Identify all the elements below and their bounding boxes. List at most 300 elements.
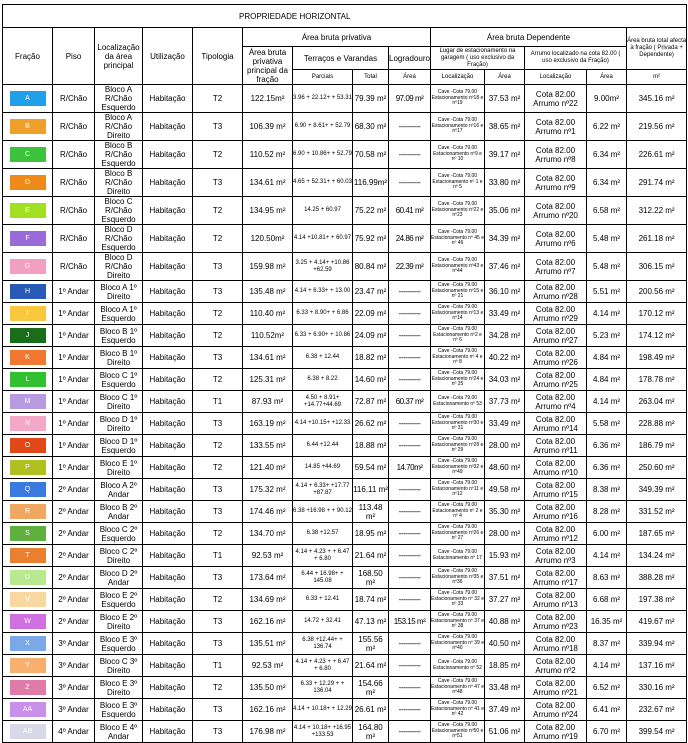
piso-cell: 2º Andar bbox=[53, 589, 95, 611]
parciais-cell: 6.38 + 8.22 bbox=[293, 369, 353, 391]
fracao-cell bbox=[3, 677, 53, 699]
fracao-cell bbox=[3, 325, 53, 347]
table-row bbox=[3, 589, 687, 611]
utilizacao-cell: Habitação bbox=[143, 435, 193, 457]
tipologia-cell: T2 bbox=[193, 325, 243, 347]
piso-cell: 1º Andar bbox=[53, 303, 95, 325]
localizacao-cell: Bloco D R/Chão Esquerdo bbox=[95, 225, 143, 253]
estac-area-cell: 33.48 m² bbox=[485, 677, 525, 699]
header-localizacao: Localização da área principal bbox=[95, 28, 143, 85]
total-cell: 168.50 m² bbox=[353, 567, 389, 589]
total-cell: 26.62 m² bbox=[353, 413, 389, 435]
localizacao-cell: Bloco C R/Chão Esquerdo bbox=[95, 197, 143, 225]
arrumo-cell: Cota 82.00 Arrumo nº1 bbox=[525, 113, 587, 141]
arrumo-area-cell: 9.00m² bbox=[587, 85, 627, 113]
header-area-principal: Área bruta privativa principal da fração bbox=[243, 47, 293, 85]
arrumo-cell: Cota 82.00 Arrumo nº16 bbox=[525, 501, 587, 523]
arrumo-area-cell: 6.34 m² bbox=[587, 169, 627, 197]
logradouro-cell: ---------- bbox=[389, 589, 431, 611]
area-total-cell: 250.60 m² bbox=[627, 457, 687, 479]
area-principal-cell: 135.51 m² bbox=[243, 633, 293, 655]
parciais-cell: 4.50 + 8.91+ +14.77+44.69 bbox=[293, 391, 353, 413]
estac-area-cell: 35.30 m² bbox=[485, 501, 525, 523]
estac-area-cell: 33.49 m² bbox=[485, 303, 525, 325]
area-total-cell: 345.16 m² bbox=[627, 85, 687, 113]
parciais-cell: 6.38 +16.98 + + 90.12 bbox=[293, 501, 353, 523]
estacionamento-cell: Cave -Cota 79.00 Estacionamento nº 39 e nº40 bbox=[431, 633, 485, 655]
area-total-cell: 291.74 m² bbox=[627, 169, 687, 197]
fracao-color-swatch: S bbox=[10, 526, 46, 541]
estacionamento-cell: Cave -Cota 79.00 Estacionamento nº13 e nº14 bbox=[431, 303, 485, 325]
area-total-cell: 174.12 m² bbox=[627, 325, 687, 347]
utilizacao-cell: Habitação bbox=[143, 225, 193, 253]
estacionamento-cell: Cave -Cota 79.00 Estacionamento nº 41 e nº 42 bbox=[431, 699, 485, 721]
table-row bbox=[3, 413, 687, 435]
total-cell: 75.22 m² bbox=[353, 197, 389, 225]
header-estac-area: Área bbox=[485, 70, 525, 85]
horizontal-property-table-container bbox=[2, 4, 686, 743]
arrumo-area-cell: 4.14 m² bbox=[587, 655, 627, 677]
tipologia-cell: T2 bbox=[193, 141, 243, 169]
logradouro-cell: ---------- bbox=[389, 501, 431, 523]
fracao-cell bbox=[3, 523, 53, 545]
estacionamento-cell: Cave -Cota 79.00 Estacionamento nº24 e nº 25 bbox=[431, 369, 485, 391]
area-total-cell: 226.61 m² bbox=[627, 141, 687, 169]
parciais-cell: 6.33 + 12.29 + + 136.04 bbox=[293, 677, 353, 699]
estacionamento-cell: Cave -Cota 79.00 Estacionamento nº 4 e nº 8 bbox=[431, 347, 485, 369]
area-principal-cell: 163.19 m² bbox=[243, 413, 293, 435]
parciais-cell: 3.25 + 4.14+ +10.86 +62.59 bbox=[293, 253, 353, 281]
utilizacao-cell: Habitação bbox=[143, 479, 193, 501]
estac-area-cell: 28.00 m² bbox=[485, 523, 525, 545]
estacionamento-cell: Cave -Cota 79.00 Estacionamento nº35 e nº36 bbox=[431, 567, 485, 589]
total-cell: 80.84 m² bbox=[353, 253, 389, 281]
piso-cell: 2º Andar bbox=[53, 567, 95, 589]
logradouro-cell: ---------- bbox=[389, 677, 431, 699]
estac-area-cell: 34.39 m² bbox=[485, 225, 525, 253]
tipologia-cell: T2 bbox=[193, 85, 243, 113]
area-principal-cell: 134.61 m² bbox=[243, 169, 293, 197]
header-piso: Piso bbox=[53, 28, 95, 85]
logradouro-cell: ---------- bbox=[389, 347, 431, 369]
table-row bbox=[3, 457, 687, 479]
utilizacao-cell: Habitação bbox=[143, 169, 193, 197]
estacionamento-cell: Cave -Cota 79.00 Estacionamento nº32 e nº49 bbox=[431, 457, 485, 479]
header-area-total: Área bruta total afecta à fração ( Privada + Dependente) bbox=[627, 28, 687, 70]
utilizacao-cell: Habitação bbox=[143, 655, 193, 677]
arrumo-cell: Cota 82.00 Arrumo nº6 bbox=[525, 225, 587, 253]
total-cell: 116.99m² bbox=[353, 169, 389, 197]
piso-cell: 2º Andar bbox=[53, 479, 95, 501]
fracao-cell bbox=[3, 567, 53, 589]
estacionamento-cell: Cave -Cota 79.00 Estacionamento nº2 e nº 6 bbox=[431, 325, 485, 347]
utilizacao-cell: Habitação bbox=[143, 677, 193, 699]
fracao-cell bbox=[3, 391, 53, 413]
total-cell: 23.47 m² bbox=[353, 281, 389, 303]
area-principal-cell: 110.52m² bbox=[243, 325, 293, 347]
logradouro-cell: 60.41 m² bbox=[389, 197, 431, 225]
piso-cell: 3º Andar bbox=[53, 699, 95, 721]
arrumo-cell: Cota 82.00 Arrumo nº24 bbox=[525, 699, 587, 721]
arrumo-cell: Cota 82.00 Arrumo nº20 bbox=[525, 197, 587, 225]
utilizacao-cell: Habitação bbox=[143, 197, 193, 225]
localizacao-cell: Bloco C 2º Direito bbox=[95, 545, 143, 567]
header-logradouro-area: Área bbox=[389, 70, 431, 85]
arrumo-cell: Cota 82.00 Arrumo nº7 bbox=[525, 253, 587, 281]
area-total-cell: 134.24 m² bbox=[627, 545, 687, 567]
localizacao-cell: Bloco E 4º Andar bbox=[95, 721, 143, 743]
arrumo-area-cell: 5.51 m² bbox=[587, 281, 627, 303]
table-body bbox=[3, 85, 687, 743]
arrumo-cell: Cota 82.00 Arrumo nº2 bbox=[525, 655, 587, 677]
header-terracos: Terraços e Varandas bbox=[293, 47, 389, 70]
header-area-total-unit: m² bbox=[627, 70, 687, 85]
area-principal-cell: 92.53 m² bbox=[243, 655, 293, 677]
arrumo-cell: Cota 82.00 Arrumo nº27 bbox=[525, 325, 587, 347]
piso-cell: 2º Andar bbox=[53, 611, 95, 633]
arrumo-area-cell: 8.28 m² bbox=[587, 501, 627, 523]
utilizacao-cell: Habitação bbox=[143, 721, 193, 743]
fracao-cell bbox=[3, 435, 53, 457]
logradouro-cell: 14.70m² bbox=[389, 457, 431, 479]
total-cell: 154.66 m² bbox=[353, 677, 389, 699]
estacionamento-cell: Cave -Cota 79.00 Estacionamento nº16 e nº17 bbox=[431, 113, 485, 141]
total-cell: 18.88 m² bbox=[353, 435, 389, 457]
fracao-color-swatch: AB bbox=[10, 724, 46, 739]
estac-area-cell: 36.10 m² bbox=[485, 281, 525, 303]
fracao-cell bbox=[3, 457, 53, 479]
arrumo-cell: Cota 82.00 Arrumo nº9 bbox=[525, 169, 587, 197]
tipologia-cell: T2 bbox=[193, 677, 243, 699]
arrumo-cell: Cota 82.00 Arrumo nº28 bbox=[525, 281, 587, 303]
fracao-color-swatch: B bbox=[10, 119, 46, 134]
utilizacao-cell: Habitação bbox=[143, 699, 193, 721]
tipologia-cell: T3 bbox=[193, 699, 243, 721]
localizacao-cell: Bloco A 2º Andar bbox=[95, 479, 143, 501]
area-total-cell: 312.22 m² bbox=[627, 197, 687, 225]
area-total-cell: 388.28 m² bbox=[627, 567, 687, 589]
estacionamento-cell: Cave -Cota 79.00 Estacionamento nº 17 bbox=[431, 545, 485, 567]
total-cell: 18.82 m² bbox=[353, 347, 389, 369]
table-row bbox=[3, 611, 687, 633]
parciais-cell: 6.38 +12.44+ + 136.74 bbox=[293, 633, 353, 655]
arrumo-area-cell: 8.38 m² bbox=[587, 479, 627, 501]
localizacao-cell: Bloco E 2º Esquerdo bbox=[95, 589, 143, 611]
localizacao-cell: Bloco B 1º Esquerdo bbox=[95, 325, 143, 347]
logradouro-cell: 153.15 m² bbox=[389, 611, 431, 633]
arrumo-area-cell: 6.41 m² bbox=[587, 699, 627, 721]
parciais-cell: 6.44 + 16.98+ + 145.08 bbox=[293, 567, 353, 589]
estac-area-cell: 37.27 m² bbox=[485, 589, 525, 611]
arrumo-cell: Cota 82.00 Arrumo nº8 bbox=[525, 141, 587, 169]
logradouro-cell: ---------- bbox=[389, 721, 431, 743]
fracao-cell bbox=[3, 545, 53, 567]
table-row bbox=[3, 699, 687, 721]
piso-cell: 1º Andar bbox=[53, 435, 95, 457]
fracao-cell bbox=[3, 253, 53, 281]
localizacao-cell: Bloco A R/Chão Esquerdo bbox=[95, 85, 143, 113]
piso-cell: 2º Andar bbox=[53, 523, 95, 545]
localizacao-cell: Bloco E 2º Direito bbox=[95, 611, 143, 633]
total-cell: 47.13 m² bbox=[353, 611, 389, 633]
logradouro-cell: 60.37 m² bbox=[389, 391, 431, 413]
fracao-cell bbox=[3, 113, 53, 141]
area-principal-cell: 121.40 m² bbox=[243, 457, 293, 479]
tipologia-cell: T2 bbox=[193, 523, 243, 545]
header-tipologia: Tipologia bbox=[193, 28, 243, 85]
arrumo-cell: Cota 82.00 Arrumo nº18 bbox=[525, 633, 587, 655]
estac-area-cell: 15.93 m² bbox=[485, 545, 525, 567]
tipologia-cell: T2 bbox=[193, 369, 243, 391]
logradouro-cell: ---------- bbox=[389, 413, 431, 435]
area-total-cell: 399.54 m² bbox=[627, 721, 687, 743]
piso-cell: 3º Andar bbox=[53, 677, 95, 699]
localizacao-cell: Bloco B 2º Andar bbox=[95, 501, 143, 523]
tipologia-cell: T3 bbox=[193, 501, 243, 523]
arrumo-cell: Cota 82.00 Arrumo nº26 bbox=[525, 347, 587, 369]
area-total-cell: 198.49 m² bbox=[627, 347, 687, 369]
area-total-cell: 330.16 m² bbox=[627, 677, 687, 699]
arrumo-cell: Cota 82.00 Arrumo nº19 bbox=[525, 721, 587, 743]
tipologia-cell: T3 bbox=[193, 169, 243, 197]
utilizacao-cell: Habitação bbox=[143, 85, 193, 113]
arrumo-area-cell: 5.23 m² bbox=[587, 325, 627, 347]
utilizacao-cell: Habitação bbox=[143, 523, 193, 545]
estac-area-cell: 37.51 m² bbox=[485, 567, 525, 589]
area-total-cell: 306.15 m² bbox=[627, 253, 687, 281]
localizacao-cell: Bloco D 2º Andar bbox=[95, 567, 143, 589]
arrumo-area-cell: 8.37 m² bbox=[587, 633, 627, 655]
localizacao-cell: Bloco D R/Chão Direito bbox=[95, 253, 143, 281]
estac-area-cell: 33.80 m² bbox=[485, 169, 525, 197]
logradouro-cell: ---------- bbox=[389, 169, 431, 197]
tipologia-cell: T3 bbox=[193, 281, 243, 303]
arrumo-area-cell: 5.48 m² bbox=[587, 253, 627, 281]
fracao-cell bbox=[3, 347, 53, 369]
table-row bbox=[3, 435, 687, 457]
area-total-cell: 349.39 m² bbox=[627, 479, 687, 501]
fracao-color-swatch: V bbox=[10, 592, 46, 607]
parciais-cell: 4.65 + 52.31+ + 60.03 bbox=[293, 169, 353, 197]
utilizacao-cell: Habitação bbox=[143, 589, 193, 611]
fracao-color-swatch: A bbox=[10, 91, 46, 106]
total-cell: 75.92 m² bbox=[353, 225, 389, 253]
arrumo-cell: Cota 82.00 Arrumo nº11 bbox=[525, 435, 587, 457]
area-principal-cell: 134.61 m² bbox=[243, 347, 293, 369]
fracao-cell bbox=[3, 281, 53, 303]
localizacao-cell: Bloco C 1º Esquerdo bbox=[95, 369, 143, 391]
arrumo-cell: Cota 82.00 Arrumo nº23 bbox=[525, 611, 587, 633]
fracao-cell bbox=[3, 501, 53, 523]
table-row bbox=[3, 325, 687, 347]
parciais-cell: 6.38 +12.57 bbox=[293, 523, 353, 545]
fracao-color-swatch: F bbox=[10, 231, 46, 246]
area-total-cell: 170.12 m² bbox=[627, 303, 687, 325]
total-cell: 22.09 m² bbox=[353, 303, 389, 325]
logradouro-cell: ---------- bbox=[389, 699, 431, 721]
arrumo-area-cell: 6.22 m² bbox=[587, 113, 627, 141]
fracao-cell bbox=[3, 85, 53, 113]
logradouro-cell: ---------- bbox=[389, 655, 431, 677]
estac-area-cell: 33.49 m² bbox=[485, 413, 525, 435]
localizacao-cell: Bloco A 1º Esquerdo bbox=[95, 303, 143, 325]
table-row bbox=[3, 141, 687, 169]
parciais-cell: 14.25 + 60.97 bbox=[293, 197, 353, 225]
localizacao-cell: Bloco E 3º Direito bbox=[95, 677, 143, 699]
area-principal-cell: 135.50 m² bbox=[243, 677, 293, 699]
estacionamento-cell: Cave -Cota 79.00 Estacionamento nº 32 e nº 33 bbox=[431, 589, 485, 611]
localizacao-cell: Bloco E 3º Esquerdo bbox=[95, 633, 143, 655]
table-row bbox=[3, 85, 687, 113]
parciais-cell: 6.90 + 10.86+ + 52.79 bbox=[293, 141, 353, 169]
estac-area-cell: 34.03 m² bbox=[485, 369, 525, 391]
piso-cell: 4º Andar bbox=[53, 721, 95, 743]
table-title: PROPRIEDADE HORIZONTAL bbox=[3, 5, 687, 28]
localizacao-cell: Bloco D 1º Esquerdo bbox=[95, 435, 143, 457]
table-row bbox=[3, 303, 687, 325]
estac-area-cell: 51.06 m² bbox=[485, 721, 525, 743]
localizacao-cell: Bloco C 2º Esquerdo bbox=[95, 523, 143, 545]
arrumo-cell: Cota 82.00 Arrumo nº13 bbox=[525, 589, 587, 611]
arrumo-area-cell: 4.14 m² bbox=[587, 545, 627, 567]
piso-cell: 3º Andar bbox=[53, 655, 95, 677]
fracao-color-swatch: E bbox=[10, 203, 46, 218]
arrumo-area-cell: 4.14 m² bbox=[587, 391, 627, 413]
piso-cell: R/Chão bbox=[53, 197, 95, 225]
area-principal-cell: 134.70 m² bbox=[243, 523, 293, 545]
arrumo-cell: Cota 82.00 Arrumo nº25 bbox=[525, 369, 587, 391]
piso-cell: R/Chão bbox=[53, 141, 95, 169]
localizacao-cell: Bloco D 1º Direito bbox=[95, 413, 143, 435]
estac-area-cell: 28.00 m² bbox=[485, 435, 525, 457]
tipologia-cell: T3 bbox=[193, 347, 243, 369]
fracao-color-swatch: M bbox=[10, 394, 46, 409]
utilizacao-cell: Habitação bbox=[143, 141, 193, 169]
arrumo-cell: Cota 82.00 Arrumo nº10 bbox=[525, 457, 587, 479]
area-principal-cell: 133.55 m² bbox=[243, 435, 293, 457]
utilizacao-cell: Habitação bbox=[143, 113, 193, 141]
area-total-cell: 232.67 m² bbox=[627, 699, 687, 721]
header-parciais: Parciais bbox=[293, 70, 353, 85]
estacionamento-cell: Cave -Cota 79.00 Estacionamento nº15 e nº 21 bbox=[431, 281, 485, 303]
estacionamento-cell: Cave -Cota 79.00 Estacionamento nº 53 bbox=[431, 391, 485, 413]
table-row bbox=[3, 523, 687, 545]
tipologia-cell: T3 bbox=[193, 721, 243, 743]
fracao-cell bbox=[3, 197, 53, 225]
utilizacao-cell: Habitação bbox=[143, 281, 193, 303]
area-principal-cell: 122.15m² bbox=[243, 85, 293, 113]
piso-cell: 1º Andar bbox=[53, 457, 95, 479]
estacionamento-cell: Cave -Cota 79.00 Estacionamento nº43 e nº44 bbox=[431, 253, 485, 281]
parciais-cell: 6.33 + 8.90+ + 6.86 bbox=[293, 303, 353, 325]
fracao-color-swatch: Q bbox=[10, 482, 46, 497]
arrumo-area-cell: 6.52 m² bbox=[587, 677, 627, 699]
fracao-color-swatch: O bbox=[10, 438, 46, 453]
fracao-cell bbox=[3, 369, 53, 391]
tipologia-cell: T2 bbox=[193, 225, 243, 253]
arrumo-area-cell: 5.58 m² bbox=[587, 413, 627, 435]
parciais-cell: 14.85 +44.69 bbox=[293, 457, 353, 479]
logradouro-cell: ---------- bbox=[389, 435, 431, 457]
fracao-color-swatch: L bbox=[10, 372, 46, 387]
area-total-cell: 228.88 m² bbox=[627, 413, 687, 435]
header-estac-localizacao: Localização bbox=[431, 70, 485, 85]
fracao-color-swatch: P bbox=[10, 460, 46, 475]
tipologia-cell: T1 bbox=[193, 391, 243, 413]
total-cell: 21.64 m² bbox=[353, 655, 389, 677]
total-cell: 113.48 m² bbox=[353, 501, 389, 523]
estac-area-cell: 37.73 m² bbox=[485, 391, 525, 413]
fracao-color-swatch: AA bbox=[10, 702, 46, 717]
arrumo-area-cell: 6.36 m² bbox=[587, 435, 627, 457]
total-cell: 59.54 m² bbox=[353, 457, 389, 479]
parciais-cell: 4.14 +10.15+ +12.33 bbox=[293, 413, 353, 435]
parciais-cell: 14.72 + 32.41 bbox=[293, 611, 353, 633]
estacionamento-cell: Cave -Cota 79.00 Estacionamento nº30 e nº 31 bbox=[431, 413, 485, 435]
logradouro-cell: ---------- bbox=[389, 633, 431, 655]
header-area-bruta-privativa: Área bruta privativa bbox=[243, 28, 431, 47]
logradouro-cell: ---------- bbox=[389, 325, 431, 347]
fracao-color-swatch: G bbox=[10, 259, 46, 274]
table-row bbox=[3, 633, 687, 655]
horizontal-property-table bbox=[2, 4, 687, 743]
tipologia-cell: T2 bbox=[193, 589, 243, 611]
header-arrumo: Arrumo localizado na cota 82.00 ( uso exclusivo da Fração) bbox=[525, 47, 627, 70]
localizacao-cell: Bloco C 1º Direito bbox=[95, 391, 143, 413]
logradouro-cell: ---------- bbox=[389, 479, 431, 501]
tipologia-cell: T3 bbox=[193, 113, 243, 141]
table-row bbox=[3, 677, 687, 699]
arrumo-area-cell: 16.35 m² bbox=[587, 611, 627, 633]
utilizacao-cell: Habitação bbox=[143, 325, 193, 347]
fracao-cell bbox=[3, 479, 53, 501]
fracao-color-swatch: W bbox=[10, 614, 46, 629]
estac-area-cell: 37.53 m² bbox=[485, 85, 525, 113]
total-cell: 18.74 m² bbox=[353, 589, 389, 611]
tipologia-cell: T3 bbox=[193, 633, 243, 655]
logradouro-cell: ---------- bbox=[389, 567, 431, 589]
arrumo-cell: Cota 82.00 Arrumo nº3 bbox=[525, 545, 587, 567]
total-cell: 116.11 m² bbox=[353, 479, 389, 501]
arrumo-area-cell: 8.63 m² bbox=[587, 567, 627, 589]
parciais-cell: 6.38 + 12.44 bbox=[293, 347, 353, 369]
parciais-cell: 6.44 +12.44 bbox=[293, 435, 353, 457]
parciais-cell: 4.14 + 6.33+ + 13.00 bbox=[293, 281, 353, 303]
total-cell: 164.80 m² bbox=[353, 721, 389, 743]
estacionamento-cell: Cave -Cota 79.00 Estacionamento nº 52 bbox=[431, 655, 485, 677]
table-row bbox=[3, 567, 687, 589]
piso-cell: 1º Andar bbox=[53, 413, 95, 435]
table-row bbox=[3, 545, 687, 567]
fracao-color-swatch: U bbox=[10, 570, 46, 585]
arrumo-cell: Cota 82.00 Arrumo nº4 bbox=[525, 391, 587, 413]
tipologia-cell: T2 bbox=[193, 303, 243, 325]
arrumo-area-cell: 6.68 m² bbox=[587, 589, 627, 611]
arrumo-cell: Cota 82.00 Arrumo nº22 bbox=[525, 85, 587, 113]
piso-cell: 1º Andar bbox=[53, 369, 95, 391]
fracao-cell bbox=[3, 611, 53, 633]
arrumo-cell: Cota 82.00 Arrumo nº29 bbox=[525, 303, 587, 325]
table-row bbox=[3, 281, 687, 303]
area-principal-cell: 173.64 m² bbox=[243, 567, 293, 589]
area-principal-cell: 162.16 m² bbox=[243, 699, 293, 721]
tipologia-cell: T2 bbox=[193, 197, 243, 225]
fracao-cell bbox=[3, 413, 53, 435]
tipologia-cell: T2 bbox=[193, 435, 243, 457]
total-cell: 21.64 m² bbox=[353, 545, 389, 567]
piso-cell: R/Chão bbox=[53, 169, 95, 197]
piso-cell: 1º Andar bbox=[53, 347, 95, 369]
